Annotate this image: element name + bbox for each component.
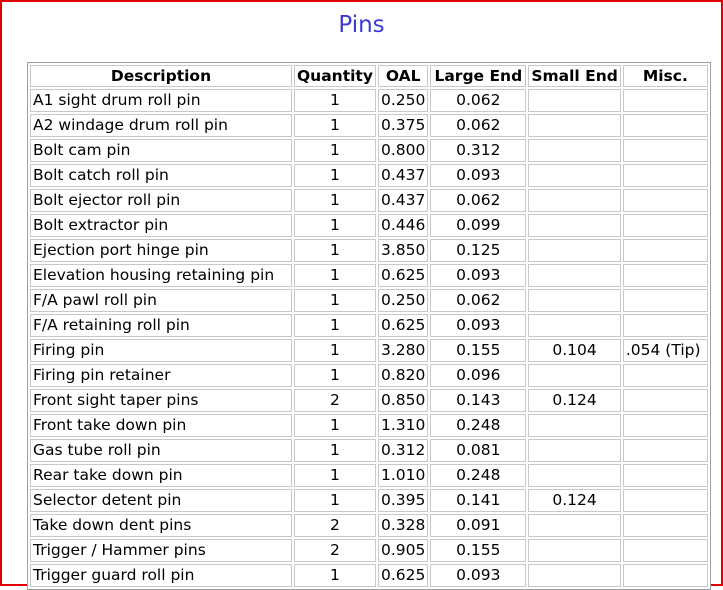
cell-oal: 0.905 bbox=[378, 539, 428, 562]
cell-description: Take down dent pins bbox=[30, 514, 292, 537]
cell-description: Firing pin bbox=[30, 339, 292, 362]
cell-large-end: 0.093 bbox=[430, 314, 526, 337]
cell-oal: 0.820 bbox=[378, 364, 428, 387]
table-row bbox=[30, 314, 708, 337]
header-oal: OAL bbox=[378, 65, 428, 87]
cell-quantity: 1 bbox=[294, 239, 376, 262]
table-row bbox=[30, 114, 708, 137]
cell-small-end bbox=[528, 264, 621, 287]
cell-small-end bbox=[528, 364, 621, 387]
table-row bbox=[30, 414, 708, 437]
cell-description: Firing pin retainer bbox=[30, 364, 292, 387]
cell-oal: 0.625 bbox=[378, 264, 428, 287]
cell-large-end: 0.091 bbox=[430, 514, 526, 537]
cell-misc bbox=[623, 314, 708, 337]
cell-small-end bbox=[528, 314, 621, 337]
cell-small-end bbox=[528, 214, 621, 237]
cell-small-end: 0.124 bbox=[528, 389, 621, 412]
cell-misc bbox=[623, 514, 708, 537]
cell-large-end: 0.155 bbox=[430, 339, 526, 362]
cell-large-end: 0.248 bbox=[430, 464, 526, 487]
header-description: Description bbox=[30, 65, 292, 87]
header-large-end: Large End bbox=[430, 65, 526, 87]
cell-quantity: 1 bbox=[294, 289, 376, 312]
cell-large-end: 0.062 bbox=[430, 189, 526, 212]
cell-quantity: 1 bbox=[294, 214, 376, 237]
cell-description: F/A pawl roll pin bbox=[30, 289, 292, 312]
cell-misc bbox=[623, 214, 708, 237]
cell-description: Bolt ejector roll pin bbox=[30, 189, 292, 212]
cell-large-end: 0.248 bbox=[430, 414, 526, 437]
cell-small-end bbox=[528, 414, 621, 437]
cell-small-end bbox=[528, 289, 621, 312]
cell-misc bbox=[623, 464, 708, 487]
cell-small-end bbox=[528, 464, 621, 487]
cell-large-end: 0.096 bbox=[430, 364, 526, 387]
cell-description: Bolt extractor pin bbox=[30, 214, 292, 237]
cell-misc bbox=[623, 364, 708, 387]
cell-large-end: 0.099 bbox=[430, 214, 526, 237]
cell-small-end bbox=[528, 89, 621, 112]
cell-quantity: 1 bbox=[294, 189, 376, 212]
cell-large-end: 0.125 bbox=[430, 239, 526, 262]
cell-misc: .054 (Tip) bbox=[623, 339, 708, 362]
cell-misc bbox=[623, 139, 708, 162]
cell-oal: 0.250 bbox=[378, 289, 428, 312]
cell-quantity: 2 bbox=[294, 539, 376, 562]
cell-quantity: 1 bbox=[294, 364, 376, 387]
header-small-end: Small End bbox=[528, 65, 621, 87]
cell-misc bbox=[623, 189, 708, 212]
table-row bbox=[30, 464, 708, 487]
cell-oal: 1.310 bbox=[378, 414, 428, 437]
cell-oal: 0.437 bbox=[378, 189, 428, 212]
cell-oal: 0.395 bbox=[378, 489, 428, 512]
cell-small-end: 0.104 bbox=[528, 339, 621, 362]
cell-small-end: 0.124 bbox=[528, 489, 621, 512]
cell-oal: 1.010 bbox=[378, 464, 428, 487]
cell-quantity: 1 bbox=[294, 489, 376, 512]
cell-quantity: 1 bbox=[294, 114, 376, 137]
cell-large-end: 0.155 bbox=[430, 539, 526, 562]
cell-large-end: 0.093 bbox=[430, 264, 526, 287]
table-row bbox=[30, 214, 708, 237]
cell-large-end: 0.143 bbox=[430, 389, 526, 412]
cell-oal: 0.800 bbox=[378, 139, 428, 162]
cell-quantity: 1 bbox=[294, 339, 376, 362]
cell-oal: 0.312 bbox=[378, 439, 428, 462]
cell-misc bbox=[623, 89, 708, 112]
table-header-row bbox=[30, 65, 708, 87]
table-row bbox=[30, 139, 708, 162]
cell-misc bbox=[623, 289, 708, 312]
cell-quantity: 1 bbox=[294, 564, 376, 587]
cell-quantity: 1 bbox=[294, 264, 376, 287]
table-row bbox=[30, 264, 708, 287]
cell-small-end bbox=[528, 114, 621, 137]
cell-misc bbox=[623, 389, 708, 412]
table-row bbox=[30, 539, 708, 562]
cell-description: Elevation housing retaining pin bbox=[30, 264, 292, 287]
cell-large-end: 0.141 bbox=[430, 489, 526, 512]
table-row bbox=[30, 439, 708, 462]
page-title: Pins bbox=[338, 12, 385, 38]
cell-large-end: 0.062 bbox=[430, 114, 526, 137]
cell-oal: 0.328 bbox=[378, 514, 428, 537]
cell-misc bbox=[623, 239, 708, 262]
table-row bbox=[30, 364, 708, 387]
table-row bbox=[30, 239, 708, 262]
cell-misc bbox=[623, 264, 708, 287]
table-row bbox=[30, 489, 708, 512]
table-row bbox=[30, 389, 708, 412]
cell-small-end bbox=[528, 239, 621, 262]
cell-large-end: 0.062 bbox=[430, 89, 526, 112]
table-row bbox=[30, 89, 708, 112]
cell-large-end: 0.081 bbox=[430, 439, 526, 462]
cell-quantity: 2 bbox=[294, 389, 376, 412]
cell-description: Trigger / Hammer pins bbox=[30, 539, 292, 562]
cell-small-end bbox=[528, 164, 621, 187]
table-row bbox=[30, 289, 708, 312]
cell-misc bbox=[623, 564, 708, 587]
cell-oal: 0.850 bbox=[378, 389, 428, 412]
cell-small-end bbox=[528, 564, 621, 587]
cell-oal: 3.280 bbox=[378, 339, 428, 362]
cell-misc bbox=[623, 539, 708, 562]
cell-description: Rear take down pin bbox=[30, 464, 292, 487]
cell-description: Bolt cam pin bbox=[30, 139, 292, 162]
cell-quantity: 1 bbox=[294, 164, 376, 187]
cell-oal: 3.850 bbox=[378, 239, 428, 262]
cell-oal: 0.625 bbox=[378, 564, 428, 587]
cell-oal: 0.437 bbox=[378, 164, 428, 187]
cell-description: Front take down pin bbox=[30, 414, 292, 437]
cell-large-end: 0.062 bbox=[430, 289, 526, 312]
cell-misc bbox=[623, 164, 708, 187]
cell-small-end bbox=[528, 139, 621, 162]
cell-oal: 0.375 bbox=[378, 114, 428, 137]
pins-table bbox=[27, 62, 711, 590]
cell-quantity: 1 bbox=[294, 439, 376, 462]
cell-small-end bbox=[528, 439, 621, 462]
cell-large-end: 0.093 bbox=[430, 564, 526, 587]
cell-misc bbox=[623, 414, 708, 437]
cell-quantity: 1 bbox=[294, 464, 376, 487]
cell-description: Ejection port hinge pin bbox=[30, 239, 292, 262]
cell-description: F/A retaining roll pin bbox=[30, 314, 292, 337]
cell-misc bbox=[623, 489, 708, 512]
table-body bbox=[30, 89, 708, 587]
cell-description: A2 windage drum roll pin bbox=[30, 114, 292, 137]
cell-small-end bbox=[528, 514, 621, 537]
cell-oal: 0.625 bbox=[378, 314, 428, 337]
cell-large-end: 0.312 bbox=[430, 139, 526, 162]
header-quantity: Quantity bbox=[294, 65, 376, 87]
table-row bbox=[30, 339, 708, 362]
cell-quantity: 1 bbox=[294, 314, 376, 337]
table-row bbox=[30, 514, 708, 537]
cell-oal: 0.250 bbox=[378, 89, 428, 112]
cell-small-end bbox=[528, 539, 621, 562]
cell-quantity: 1 bbox=[294, 414, 376, 437]
cell-description: Front sight taper pins bbox=[30, 389, 292, 412]
cell-quantity: 1 bbox=[294, 139, 376, 162]
cell-description: Trigger guard roll pin bbox=[30, 564, 292, 587]
cell-misc bbox=[623, 114, 708, 137]
table-row bbox=[30, 564, 708, 587]
cell-large-end: 0.093 bbox=[430, 164, 526, 187]
cell-quantity: 1 bbox=[294, 89, 376, 112]
header-misc: Misc. bbox=[623, 65, 708, 87]
cell-description: Gas tube roll pin bbox=[30, 439, 292, 462]
cell-description: Bolt catch roll pin bbox=[30, 164, 292, 187]
cell-description: A1 sight drum roll pin bbox=[30, 89, 292, 112]
table-row bbox=[30, 189, 708, 212]
cell-oal: 0.446 bbox=[378, 214, 428, 237]
cell-misc bbox=[623, 439, 708, 462]
table-row bbox=[30, 164, 708, 187]
cell-description: Selector detent pin bbox=[30, 489, 292, 512]
cell-quantity: 2 bbox=[294, 514, 376, 537]
cell-small-end bbox=[528, 189, 621, 212]
